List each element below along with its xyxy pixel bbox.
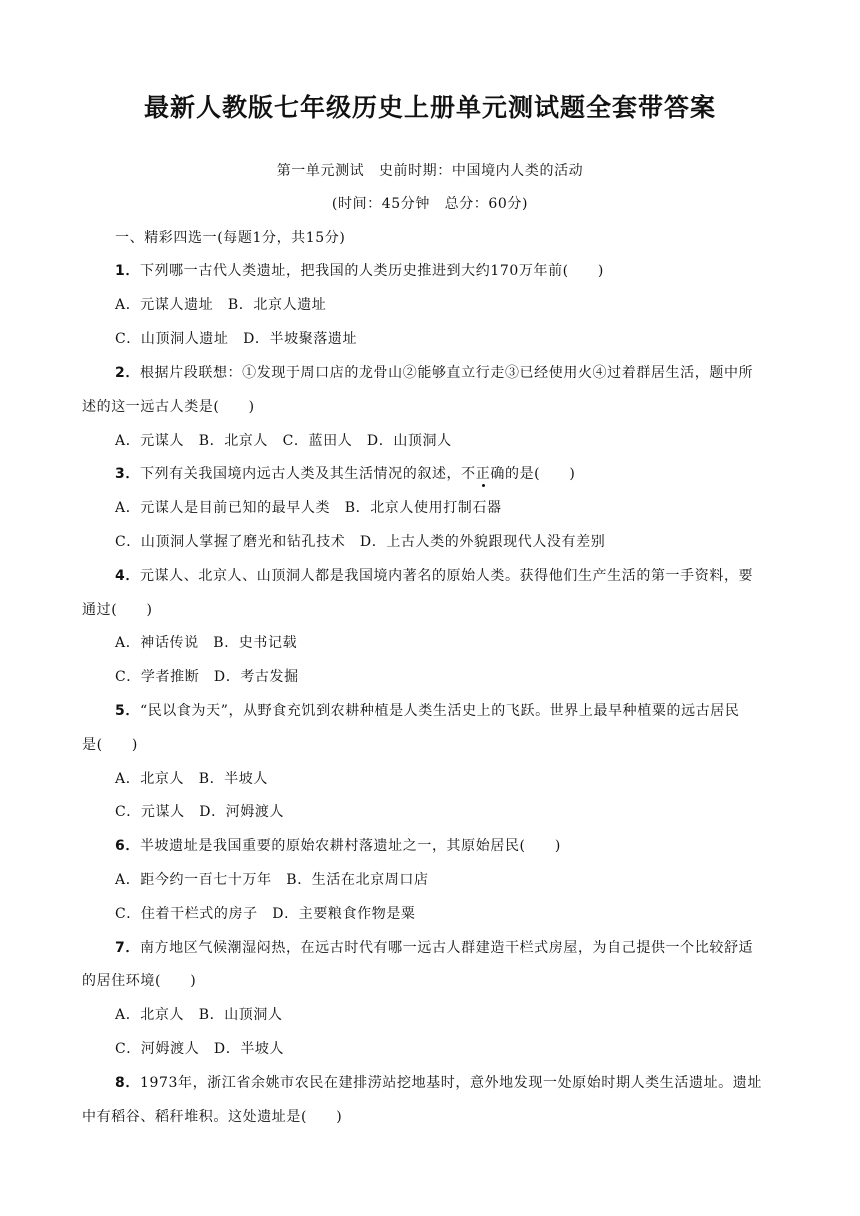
question-2 bbox=[115, 362, 753, 382]
question-6 bbox=[115, 835, 561, 855]
question-4 bbox=[115, 565, 753, 585]
question-text: 南方地区气候潮湿闷热，在远古时代有哪一远古人群建造干栏式房屋，为自己提供一个比较舒适 bbox=[139, 940, 754, 956]
question-8 bbox=[115, 1072, 762, 1092]
question-number: 8． bbox=[115, 1075, 140, 1091]
question-3-options-2: C．山顶洞人掌握了磨光和钻孔技术 D．上古人类的外貌跟现代人没有差别 bbox=[115, 534, 606, 550]
question-7-options-2: C．河姆渡人 D．半坡人 bbox=[115, 1041, 285, 1057]
question-number: 4． bbox=[115, 568, 140, 584]
document-title: 最新人教版七年级历史上册单元测试题全套带答案 bbox=[143, 93, 716, 122]
question-5-continuation: 是( ) bbox=[82, 737, 138, 753]
question-4-options-2: C．学者推断 D．考古发掘 bbox=[115, 669, 299, 685]
question-4-continuation: 通过( ) bbox=[82, 602, 153, 618]
question-number: 5． bbox=[115, 703, 140, 719]
section-heading: 一、精彩四选一(每题1分，共15分) bbox=[115, 230, 346, 246]
question-text: 元谋人、北京人、山顶洞人都是我国境内著名的原始人类。获得他们生产生活的第一手资料，要 bbox=[139, 568, 754, 584]
question-6-options-2: C．住着干栏式的房子 D．主要粮食作物是粟 bbox=[115, 906, 416, 922]
question-5 bbox=[115, 700, 739, 720]
question-3-options-1: A．元谋人是目前已知的最早人类 B．北京人使用打制石器 bbox=[115, 500, 502, 516]
question-number: 1． bbox=[115, 263, 140, 279]
question-text: 下列哪一古代人类遗址，把我国的人类历史推进到大约170万年前( ) bbox=[139, 263, 604, 279]
question-number: 2． bbox=[115, 365, 140, 381]
question-text: 根据片段联想：①发现于周口店的龙骨山②能够直立行走③已经使用火④过着群居生活，题中所 bbox=[139, 365, 754, 381]
question-number: 6． bbox=[115, 838, 140, 854]
question-7-continuation: 的居住环境( ) bbox=[82, 973, 197, 989]
question-text: 1973年，浙江省余姚市农民在建排涝站挖地基时，意外地发现一处原始时期人类生活遗址。遗址 bbox=[139, 1075, 762, 1091]
unit-title: 第一单元测试 史前时期：中国境内人类的活动 bbox=[276, 163, 584, 179]
question-7 bbox=[115, 937, 753, 957]
exam-info: (时间：45分钟 总分：60分) bbox=[331, 196, 529, 212]
question-number: 7． bbox=[115, 940, 140, 956]
question-6-options-1: A．距今约一百七十万年 B．生活在北京周口店 bbox=[115, 872, 429, 888]
question-8-continuation: 中有稻谷、稻秆堆积。这处遗址是( ) bbox=[82, 1109, 343, 1125]
emphasis-text: 不正确 bbox=[461, 466, 505, 482]
question-text-b: 的是( ) bbox=[504, 466, 576, 482]
question-text-a: 下列有关我国境内远古人类及其生活情况的叙述， bbox=[139, 466, 462, 482]
question-1 bbox=[115, 260, 604, 280]
question-4-options-1: A．神话传说 B．史书记载 bbox=[115, 635, 298, 651]
question-3 bbox=[115, 463, 576, 483]
question-text: “民以食为天”，从野食充饥到农耕种植是人类生活史上的飞跃。世界上最早种植粟的远古居民 bbox=[139, 703, 740, 719]
question-1-options-1: A．元谋人遗址 B．北京人遗址 bbox=[115, 297, 327, 313]
question-2-continuation: 述的这一远古人类是( ) bbox=[82, 399, 255, 415]
question-text: 半坡遗址是我国重要的原始农耕村落遗址之一，其原始居民( ) bbox=[139, 838, 561, 854]
question-2-options: A．元谋人 B．北京人 C．蓝田人 D．山顶洞人 bbox=[115, 433, 452, 449]
question-5-options-2: C．元谋人 D．河姆渡人 bbox=[115, 804, 285, 820]
question-7-options-1: A．北京人 B．山顶洞人 bbox=[115, 1007, 283, 1023]
question-5-options-1: A．北京人 B．半坡人 bbox=[115, 771, 268, 787]
question-1-options-2: C．山顶洞人遗址 D．半坡聚落遗址 bbox=[115, 331, 358, 347]
question-number: 3． bbox=[115, 466, 140, 482]
